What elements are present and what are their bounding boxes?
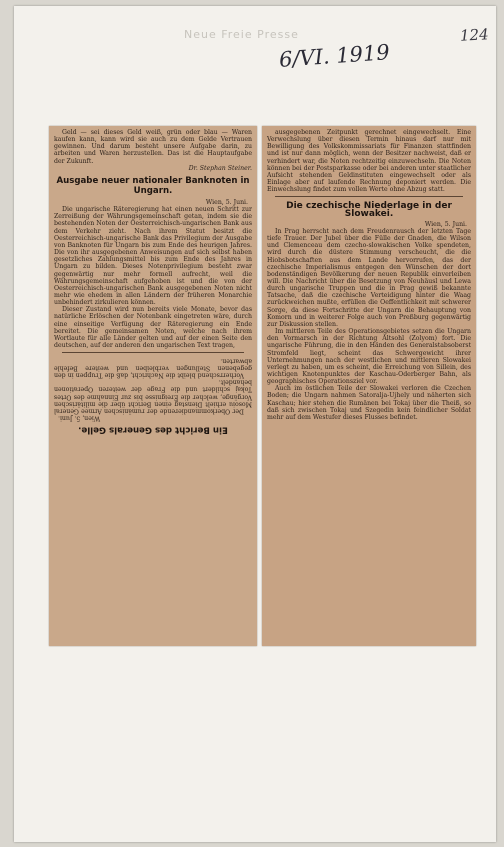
article-paragraph: In Prag herrscht nach dem Freudenrausch der letzten Tage tiefe Trauer. Der Jubel über die Fülle der Gnaden, die Wilson und Clemenceau dem czecho-slowakischen Volke spendeten, wird durch die düstere Stimmung verscheucht, die die Hiobsbotschaften aus dem Lande hervorrufen, das der czechische Imperialismus entgegen den Wünschen der dort bodenständigen Bevölkerung der neuen Republik einverleiben will. Die Nachricht über die Besetzung von Neuhäusl und Lewa durch ungarische Truppen und die in Prag gewiß bekannte Tatsache, daß die czechische Verteidigung hinter die Waag zurückweichen mußte, erfüllen die Oeffentlichkeit mit schwerer Sorge, da diese Fortschritte der Ungarn die Behauptung von Komorn und in weiterer Folge auch von Preßburg gegenwärtig zur Diskussion stellen. <box>267 227 471 328</box>
flipped-paragraph: Der Oberkommandierende der rumänischen Armee General Mosoiu erhielt Dienstag einen Bericht über die militärischen Vorgänge, welcher die Ereignisse bis zur Einnahme des Ortes Tokaj schildert und die Frage der weiteren Operationen behandelt. <box>54 378 252 415</box>
article-dateline: Wien, 5. Juni. <box>205 198 248 206</box>
article-dateline: Wien, 5. Juni. <box>424 220 467 228</box>
newspaper-stamp: Neue Freie Presse <box>184 28 299 41</box>
article-headline-slowakei: Die czechische Niederlage in der Slowakei. <box>286 201 452 219</box>
article-paragraph: Dieser Zustand wird nun bereits viele Monate, bevor das natürliche Erlöschen der Notenbank eingetreten wäre, durch eine einseitige Verfügung der Räteregierung ein Ende bereitet. Die gemeinsamen Noten, welche nach ihrem Wortlaute für alle Länder gelten und auf der einen Seite den deutschen, auf der anderen den ungarischen Text tragen, <box>54 306 252 350</box>
article-headline-banknoten: Ausgabe neuer nationaler Banknoten in Ungarn. <box>56 175 250 196</box>
clipping-right-column <box>262 126 476 646</box>
handwritten-date: 6/VI. 1919 <box>278 40 391 72</box>
column-divider <box>275 196 463 197</box>
intro-paragraph: Geld — sei dieses Geld weiß, grün oder blau — Waren kaufen kann, kann wird sie auch zu dem Gelde Vertrauen gewinnen. Und darum besteht unsere Aufgabe darin, zu arbeiten und Waren herzustellen. Das ist die Hauptaufgabe der Zukunft. <box>54 129 252 165</box>
column-divider <box>62 352 244 353</box>
author-signature: Dr. Stephan Steiner. <box>188 164 252 172</box>
flipped-dateline: Wien, 5. Juni. <box>58 414 101 422</box>
article-paragraph: Auch im östlichen Teile der Slowakei verloren die Czechen Boden; die Ungarn nahmen Satoralja-Ujhely und näherten sich Kaschau; hier stehen die Rumänen bei Tokaj über die Theiß, so daß sich zwischen Tokaj und Szegedin kein feindlicher Soldat mehr auf dem Westufer dieses Flusses befindet. <box>267 385 471 421</box>
intro-paragraph: ausgegebenen Zeitpunkt gerechnet eingewechselt. Eine Verwechslung über diesen Termin hinaus darf nur mit Bewilligung des Volkskommissariats für Finanzen stattfinden und ist nur dann möglich, wenn der Besitzer nachweist, daß er verhindert war, die Noten rechtzeitig einzuwechseln. Die Noten können bei der Postsparkasse oder bei anderen unter staatlicher Aufsicht stehenden Geldinstituten eingewechselt oder als Einlage aber auf laufende Rechnung deponiert werden. Die Einwechslung findet zum vollen Werte ohne Abzug statt. <box>267 129 471 194</box>
page-number: 124 <box>459 25 490 45</box>
article-paragraph: Im mittleren Teile des Operationsgebietes setzen die Ungarn den Vormarsch in der Richtung Altsohl (Zolyom) fort. Die ungarische Führung, die in den Händen des Generalstabsoberst Stromfeld liegt, scheint das Schwergewicht ihrer Unternehmungen nach der westlichen und mittleren Slowakei verlegt zu haben, um es scheint, die Erreichung von Sillein, des wichtigen Knotenpunktes der Kaschau-Oderberger Bahn, als geographisches Operationsziel vor. <box>267 328 471 386</box>
flipped-paragraph: Vorherrschend bleibt die Nachricht, daß die Truppen in den gegebenen Stellungen verbleiben und weitere Befehle abwarten. <box>54 357 252 379</box>
article-paragraph: Die ungarische Räteregierung hat einen neuen Schritt zur Zerreißung der Währungsgemeinschaft getan, indem sie die bestehenden Noten der Oesterreichisch-ungarischen Bank aus dem Verkehr zieht. Nach ihrem Statut besitzt die Oesterreichisch-ungarische Bank das Privilegium der Ausgabe von Banknoten für Ungarn bis zum Ende des heurigen Jahres. Die von ihr ausgegebenen Anweisungen auf sich selbst haben gesetzliches Zahlungsmittel bis zum Ende des Jahres in Ungarn zu bilden. Dieses Notenprivilegium besteht zwar gegenwärtig nur mehr formell aufrecht, weil die Währungsgemeinschaft aufgehoben ist und die von der Oesterreichisch-ungarischen Bank ausgegebenen Noten nicht mehr wie ehedem in allen Ländern der früheren Monarchie unbehindert zirkulieren können. <box>54 206 252 307</box>
clipping-left-column <box>49 126 257 646</box>
flipped-headline: Ein Bericht des Generals Gelle. <box>78 424 228 435</box>
upside-down-article <box>54 357 252 434</box>
